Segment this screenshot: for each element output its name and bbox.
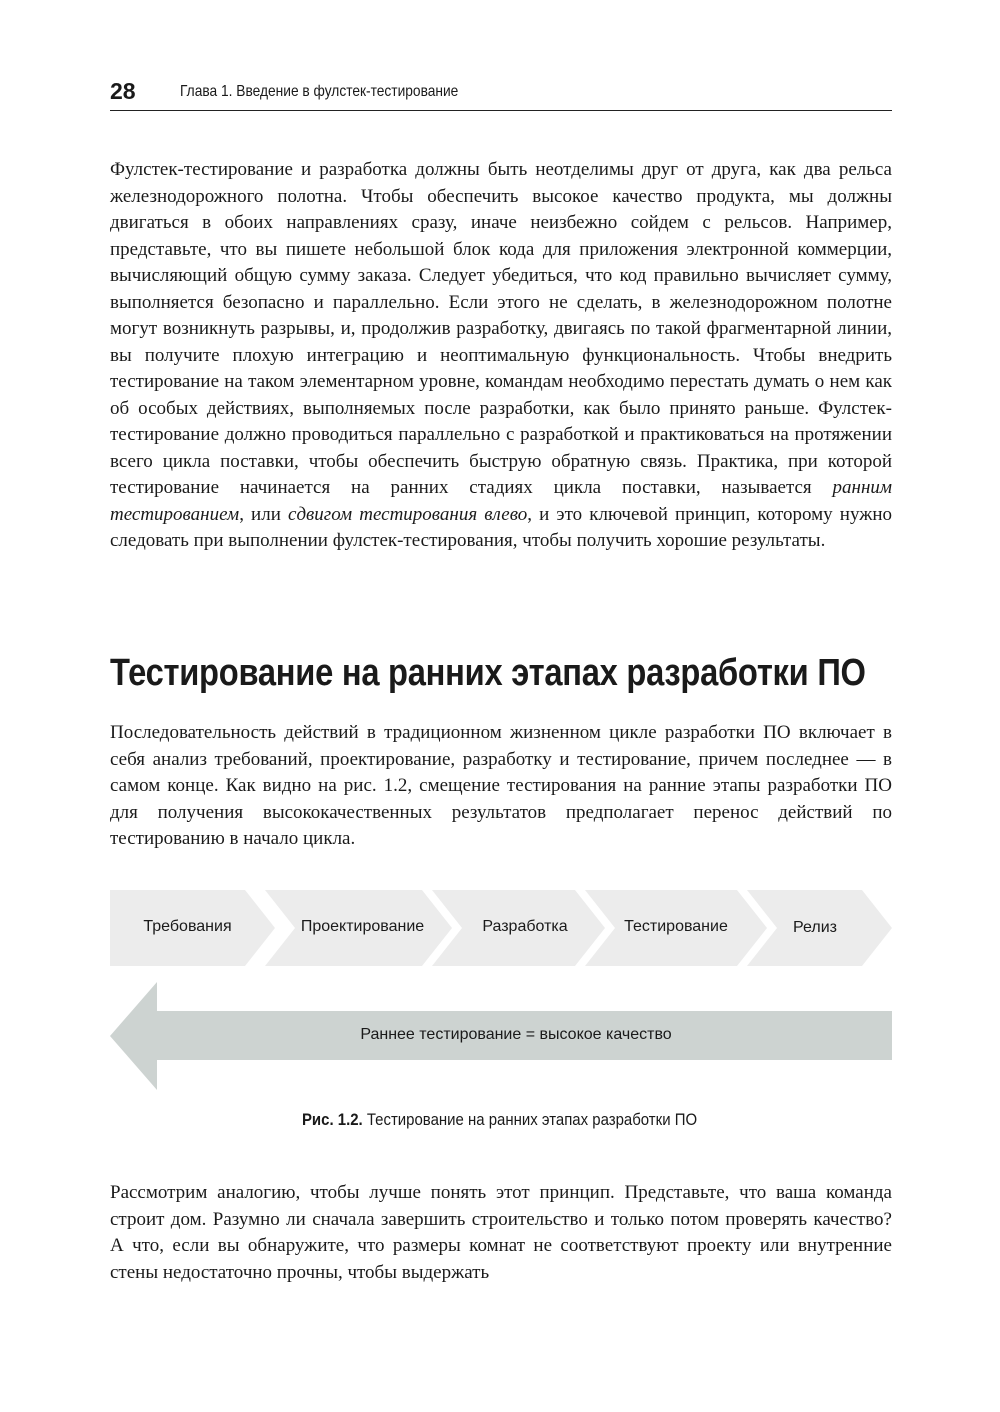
- figure-caption: [0, 1110, 1000, 1130]
- running-head: [110, 74, 892, 111]
- stage-label-testing: Тестирование: [624, 918, 728, 935]
- paragraph-text: Фулстек-тестирование и разработка должны быть неотделимы друг от друга, как два рельса железнодорожного полотна. Чтобы обеспечить высокое качество продукта, мы должны двигаться в обоих направлениях сразу, иначе неизбежно сойдем с рельсов. Например, представьте, что вы пишете небольшой блок кода для приложения электронной коммерции, вычисляющий общую сумму заказа. Следует убедиться, что код правильно вычисляет сумму, выполняется безопасно и параллельно. Если этого не сделать, в железнодорожном полотне могут возникнуть разрывы, и, продолжив разработку, двигаясь по такой фрагментарной линии, вы получите плохую интеграцию и неоптимальную функциональность. Чтобы внедрить тестирование на таком элементарном уровне, командам необходимо перестать думать о нем как об особых действиях, выполняемых после разработки, как было принято раньше. Фулстек-тестирование должно проводиться параллельно с разработкой и практиковаться на протяжении всего цикла поставки, чтобы обеспечить быструю обратную связь. Практика, при которой тестирование начинается на ранних стадиях цикла поставки, называется: [110, 159, 892, 498]
- section-heading: Тестирование на ранних этапах разработки ПО: [110, 652, 866, 694]
- page-number: 28: [110, 78, 136, 104]
- stage-label-design: Проектирование: [300, 918, 425, 935]
- chapter-title: Глава 1. Введение в фулстек-тестирование: [180, 83, 459, 100]
- figure-shift-left: [110, 888, 892, 1098]
- stage-label-release: Релиз: [793, 919, 837, 936]
- stage-label-development: Разработка: [482, 918, 568, 935]
- paragraph-text: , и это ключевой принцип, которому нужно следовать при выполнении фулстек-тестирования, чтобы получить хорошие результаты.: [110, 503, 892, 551]
- stage-label-requirements: Требования: [143, 918, 232, 935]
- paragraph-house-analogy: Рассмотрим аналогию, чтобы лучше понять этот принцип. Представьте, что ваша команда строит дом. Разумно ли сначала завершить строительство и только потом проверять качество? А что, если вы обнаружите, что размеры комнат не соответствуют проекту или внутренние стены недостаточно прочны, чтобы выдержать: [110, 1182, 892, 1283]
- paragraph-text: , или: [239, 503, 289, 525]
- italic-term-early-testing: ранним тестированием: [110, 477, 892, 525]
- caption-label: Рис. 1.2.: [302, 1110, 364, 1129]
- caption-text: Тестирование на ранних этапах разработки ПО: [363, 1110, 698, 1129]
- paragraph-fullstack-intro: [110, 157, 892, 555]
- italic-term-shift-left: сдвигом тестирования влево: [288, 503, 528, 525]
- arrow-label: Раннее тестирование = высокое качество: [360, 1026, 672, 1043]
- paragraph-sdlc: Последовательность действий в традиционном жизненном цикле разработки ПО включает в себя анализ требований, проектирование, разработку и тестирование, причем последнее — в самом конце. Как видно на рис. 1.2, смещение тестирования на ранние этапы разработки ПО для получения высококачественных результатов предполагает перенос действий по тестированию в начало цикла.: [110, 722, 892, 849]
